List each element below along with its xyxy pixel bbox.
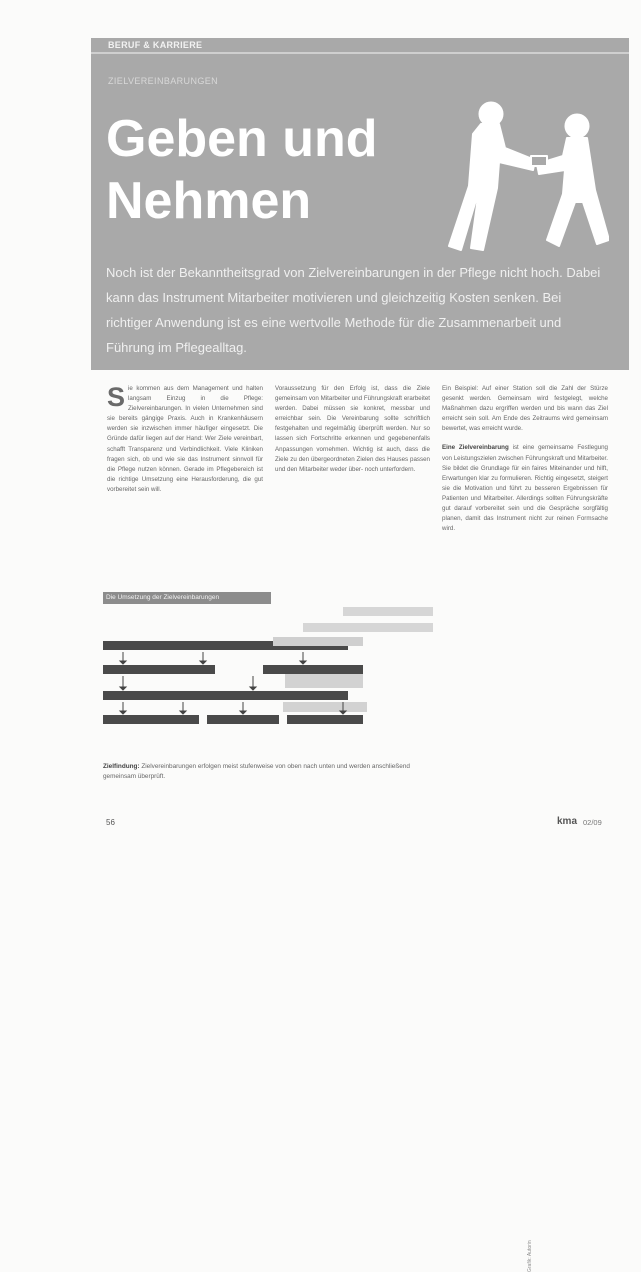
column-3-paragraph-2: [442, 443, 608, 534]
column-3-paragraph-2-text: ist eine gemeinsame Festlegung von Leistungszielen zwischen Führungskraft und Mitarbeiter. Sie bildet die Grundlage für ein faires Miteinander und hilft, Erwartungen klar zu formulieren. Richtig eingesetzt, steigert sie die Motivation und führt zu besseren Ergebnissen für Patienten und Mitarbeiter. Allerdings sollten Führungskräfte gut darauf vorbereitet sein und die Gespräche sorgfältig planen, damit das Instrument nicht zur reinen Formsache wird.: [442, 444, 608, 533]
body-column-3: [442, 384, 608, 534]
body-column-2: [275, 384, 430, 475]
section-tag: BERUF & KARRIERE: [108, 40, 203, 50]
diagram-side-box-3: [283, 702, 367, 712]
drop-cap: S: [107, 382, 126, 412]
section-divider: [91, 52, 629, 54]
diagram-title: Die Umsetzung der Zielvereinbarungen: [106, 594, 220, 601]
diagram-row-4c: [287, 715, 363, 724]
diagram-top-box: [343, 607, 433, 616]
column-2-text: Voraussetzung für den Erfolg ist, dass die Ziele gemeinsam von Mitarbeiter und Führungskraft erarbeitet werden. Dabei müssen sie konkret, messbar und erreichbar sein. Die Vereinbarung sollte schriftlich festgehalten und regelmäßig überprüft werden. Nur so lassen sich Fortschritte erkennen und gegebenenfalls Anpassungen vornehmen. Wichtig ist auch, dass die Ziele zu den übergeordneten Zielen des Hauses passen und den Mitarbeiter weder über- noch unterfordern.: [275, 385, 430, 473]
diagram-caption: [103, 762, 433, 782]
diagram-upper-box: [303, 623, 433, 632]
diagram-row-4: [103, 715, 199, 724]
hero-background: [91, 38, 629, 370]
headline-line-1: Geben und: [106, 110, 378, 168]
caption-text: Zielvereinbarungen erfolgen meist stufenweise von oben nach unten und werden anschließend gemeinsam überprüft.: [103, 763, 410, 780]
give-and-take-illustration: [439, 90, 609, 255]
diagram-row-4b: [207, 715, 279, 724]
diagram-row-2: [103, 665, 215, 674]
caption-label: Zielfindung:: [103, 763, 140, 770]
body-column-1: [107, 384, 263, 495]
article-headline: [106, 108, 378, 232]
headline-line-2: Nehmen: [106, 172, 312, 230]
diagram-side-box-1: [273, 637, 363, 646]
column-3-paragraph-1: Ein Beispiel: Auf einer Station soll die Zahl der Stürze gesenkt werden. Gemeinsam wird festgelegt, welche Maßnahmen dazu ergriffen werden und bis wann das Ziel erreicht sein soll. Am Ende des Zeitraums wird gemeinsam bewertet, was erreicht wurde.: [442, 385, 608, 433]
magazine-logo: kma: [557, 816, 578, 827]
article-kicker: ZIELVEREINBARUNGEN: [108, 76, 219, 86]
article-lead: Noch ist der Bekanntheitsgrad von Zielvereinbarungen in der Pflege nicht hoch. Dabei kann das Instrument Mitarbeiter motivieren und gleichzeitig Kosten senken. Bei richtiger Anwendung ist es eine wertvolle Methode für die Zusammenarbeit und Führung im Pflegealltag.: [106, 265, 601, 355]
column-3-subhead: Eine Zielvereinbarung: [442, 444, 509, 452]
diagram-flow: [103, 606, 433, 746]
hero-banner: [91, 38, 629, 370]
diagram-row-3: [103, 691, 348, 700]
column-1-text: ie kommen aus dem Management und halten langsam Einzug in die Pflege: Zielvereinbarungen. In vielen Unternehmen sind sie bereits gängige Praxis. Auch in Krankenhäusern werden sie inzwischen immer häufiger eingesetzt. Die Gründe dafür liegen auf der Hand: Wer Ziele vereinbart, schafft Transparenz und Verbindlichkeit. Viele Kliniken fragen sich, ob und wie sie das Instrument sinnvoll für die Pflege nutzen können. Gerade im Pflegebereich ist die richtige Umsetzung eine Herausforderung, die gut vorbereitet sein will.: [107, 385, 263, 493]
diagram-credit: Grafik: Autorin: [527, 1240, 533, 1272]
issue-number: 02/09: [583, 818, 602, 827]
diagram-side-box-2: [285, 674, 363, 688]
page-number: 56: [106, 818, 115, 827]
diagram-row-2b: [263, 665, 363, 674]
